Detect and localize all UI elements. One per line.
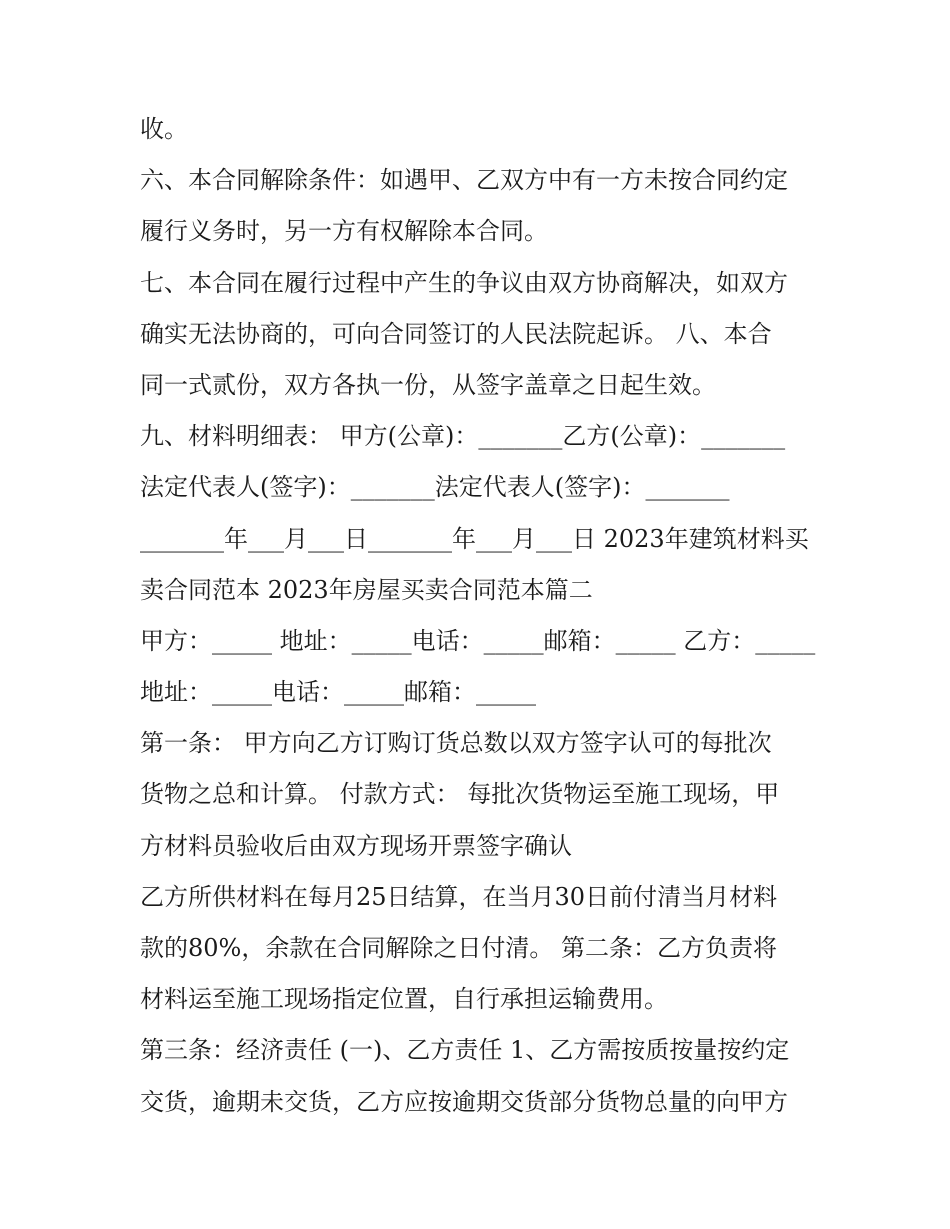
text-line: 七、本合同在履行过程中产生的争议由双方协商解决，如双方	[140, 268, 788, 297]
text-line: 第一条： 甲方向乙方订购订货总数以双方签字认可的每批次	[140, 729, 772, 758]
text-line: 同一式贰份，双方各执一份，从签字盖章之日起生效。	[140, 370, 716, 399]
text-line: 卖合同范本 2023年房屋买卖合同范本篇二	[140, 575, 593, 604]
text-line: 甲方：_____ 地址：_____电话：_____邮箱：_____ 乙方：_____	[140, 626, 816, 655]
text-line: 确实无法协商的，可向合同签订的人民法院起诉。 八、本合	[140, 319, 772, 348]
text-line: 收。	[140, 115, 188, 143]
text-line: 方材料员验收后由双方现场开票签字确认	[140, 831, 572, 860]
document-body	[140, 104, 820, 1128]
text-line: 履行义务时，另一方有权解除本合同。	[140, 217, 548, 246]
text-line: 货物之总和计算。 付款方式： 每批次货物运至施工现场，甲	[140, 780, 780, 809]
text-line: 第三条：经济责任 (一)、乙方责任 1、乙方需按质按量按约定	[140, 1036, 790, 1065]
text-line: _______年___月___日_______年___月___日 2023年建筑材料买	[140, 524, 809, 553]
text-line: 乙方所供材料在每月25日结算，在当月30日前付清当月材料	[140, 882, 778, 911]
text-line: 六、本合同解除条件：如遇甲、乙双方中有一方未按合同约定	[140, 166, 788, 195]
text-line: 交货，逾期未交货，乙方应按逾期交货部分货物总量的向甲方	[140, 1087, 788, 1116]
text-line: 地址：_____电话：_____邮箱：_____	[140, 678, 536, 707]
text-line: 款的80%，余款在合同解除之日付清。 第二条：乙方负责将	[140, 934, 777, 962]
text-line: 九、材料明细表： 甲方(公章)：_______乙方(公章)：_______	[140, 422, 786, 451]
text-line: 材料运至施工现场指定位置，自行承担运输费用。	[140, 985, 668, 1014]
text-line: 法定代表人(签字)：_______法定代表人(签字)：_______	[140, 473, 730, 502]
